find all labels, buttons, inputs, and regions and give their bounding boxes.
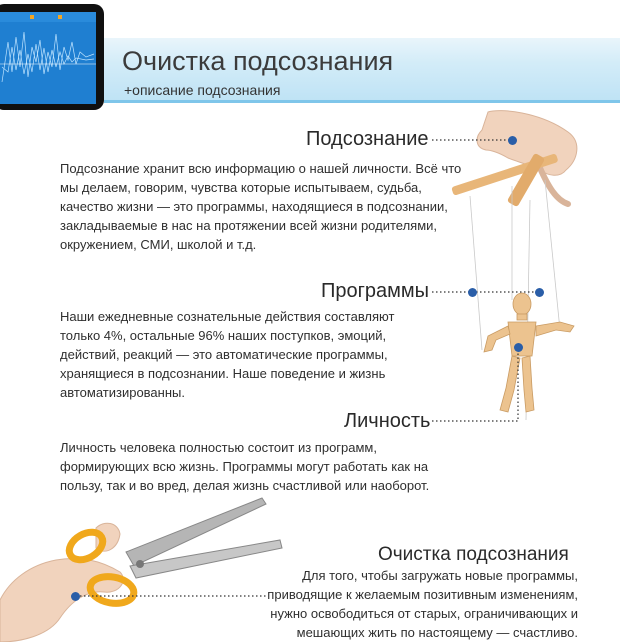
- puppet-hand-image: [451, 111, 577, 208]
- page-subtitle: +описание подсознания: [124, 82, 281, 98]
- marker-dot-cleansing: [71, 592, 80, 601]
- section-text-subconscious: Подсознание хранит всю информацию о нашей личности. Всё что мы делаем, говорим, чувства которые испытываем, судьба, качество жизни — это программы, находящиеся в подсознании, закладываемые в нас на протяжении всей жизни родителями, окружением, СМИ, школой и т.д.: [60, 161, 462, 252]
- marker-dot-programs-right: [535, 288, 544, 297]
- section-text-programs: Наши ежедневные сознательные действия составляют только 4%, остальные 96% наших поступков, эмоций, действий, реакций — это автоматические программы, хранящиеся в подсознании. Наше поведение и жизнь автоматизированны.: [60, 309, 395, 400]
- section-heading-programs: Программы: [321, 280, 430, 302]
- mannequin-image: [484, 293, 574, 412]
- scissors-hand-image: [0, 498, 282, 642]
- section-heading-subconscious: Подсознание: [306, 128, 429, 150]
- marker-dot-programs-left: [468, 288, 477, 297]
- marker-dot-personality: [514, 343, 523, 352]
- section-text-cleansing: Для того, чтобы загружать новые программы, приводящие к желаемым позитивным изменениям, нужно освободиться от старых, ограничивающих и мешающих жить по настоящему — счастливо.: [267, 568, 578, 640]
- section-heading-cleansing: Очистка подсознания: [378, 544, 569, 565]
- section-text-personality: Личность человека полностью состоит из программ, формирующих всю жизнь. Программы могут работать как на пользу, так и во вред, делая жизнь счастливой или наоборот.: [60, 440, 430, 493]
- section-heading-personality: Личность: [344, 410, 431, 432]
- page-title: Очистка подсознания: [122, 46, 394, 76]
- marker-dot-subconscious: [508, 136, 517, 145]
